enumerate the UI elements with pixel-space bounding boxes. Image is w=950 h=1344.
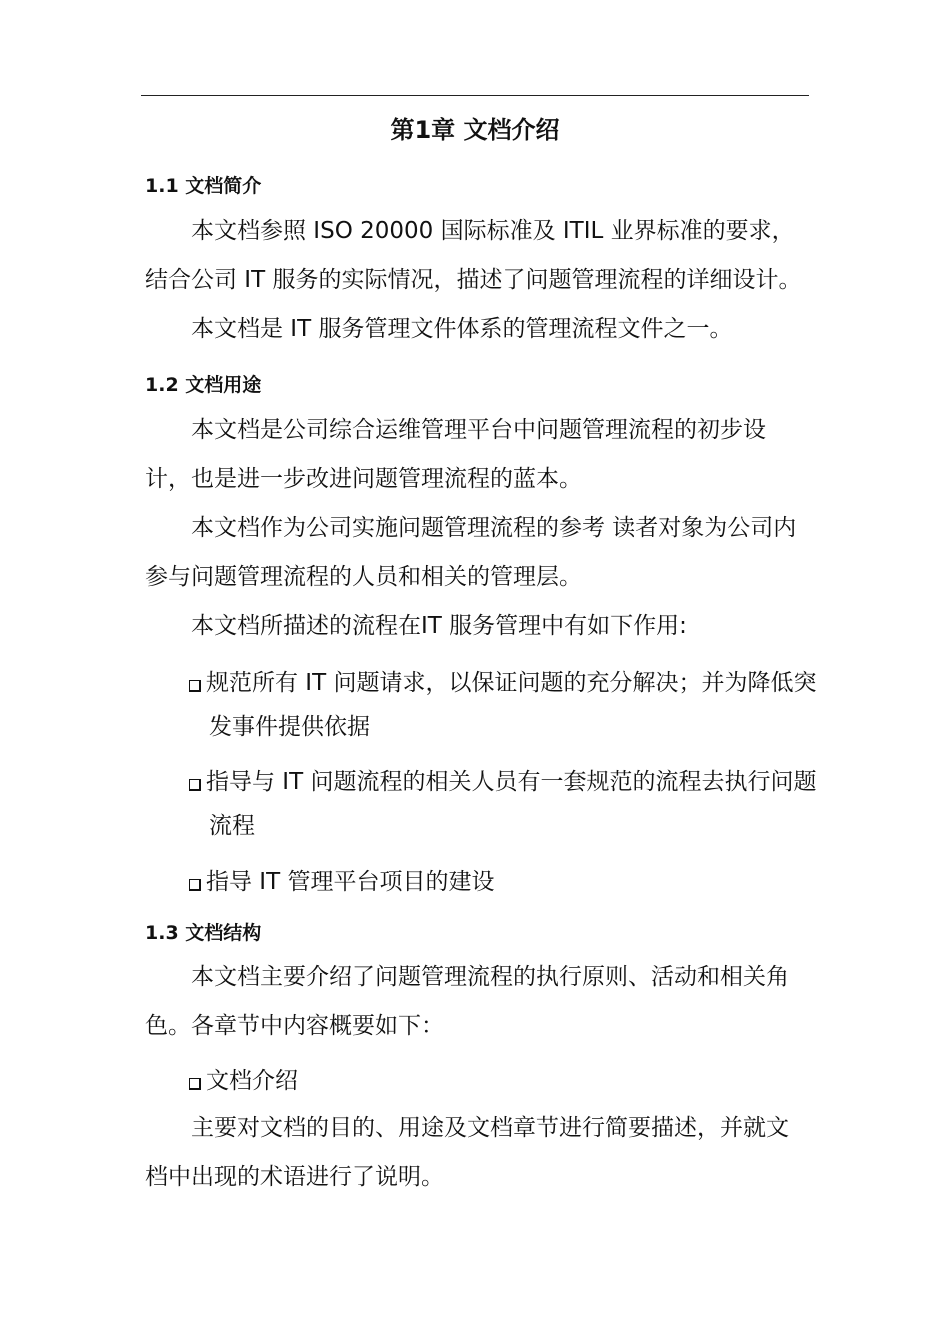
paragraph-1-2-2: 本文档作为公司实施问题管理流程的参考 读者对象为公司内参与问题管理流程的人员和相关的管理层。	[145, 515, 797, 590]
list-item-text: 规范所有 IT 问题请求，以保证问题的充分解决；并为降低突发事件提供依据	[206, 670, 817, 740]
list-item-text: 指导 IT 管理平台项目的建设	[206, 869, 495, 895]
paragraph-1-3-2: 主要对文档的目的、用途及文档章节进行简要描述，并就文档中出现的术语进行了说明。	[145, 1115, 789, 1190]
list-item	[189, 760, 831, 848]
paragraph-1-1-1: 本文档参照 ISO 20000 国际标准及 ITIL 业界标准的要求，结合公司 IT 服务的实际情况，描述了问题管理流程的详细设计。	[145, 218, 802, 293]
header-rule	[141, 95, 809, 96]
section-heading-1-2: 1.2 文档用途	[145, 374, 262, 396]
paragraph-1-3-1: 本文档主要介绍了问题管理流程的执行原则、活动和相关角色。各章节中内容概要如下：	[145, 964, 789, 1039]
checkbox-square-icon	[189, 779, 201, 791]
section-heading-1-3: 1.3 文档结构	[145, 922, 262, 944]
paragraph-1-2-1: 本文档是公司综合运维管理平台中问题管理流程的初步设计，也是进一步改进问题管理流程的蓝本。	[145, 417, 766, 492]
checkbox-square-icon	[189, 879, 201, 891]
list-item	[189, 860, 831, 904]
list-item-text: 文档介绍	[206, 1068, 298, 1094]
checkbox-square-icon	[189, 680, 201, 692]
paragraph-1-2-3: 本文档所描述的流程在IT 服务管理中有如下作用:	[191, 613, 687, 639]
paragraph-1-1-2: 本文档是 IT 服务管理文件体系的管理流程文件之一。	[191, 316, 733, 342]
checkbox-square-icon	[189, 1078, 201, 1090]
chapter-title: 第1章 文档介绍	[390, 116, 560, 144]
list-item-text: 指导与 IT 问题流程的相关人员有一套规范的流程去执行问题流程	[206, 769, 817, 839]
list-item	[189, 661, 831, 749]
list-item	[189, 1059, 831, 1103]
section-heading-1-1: 1.1 文档简介	[145, 175, 262, 197]
